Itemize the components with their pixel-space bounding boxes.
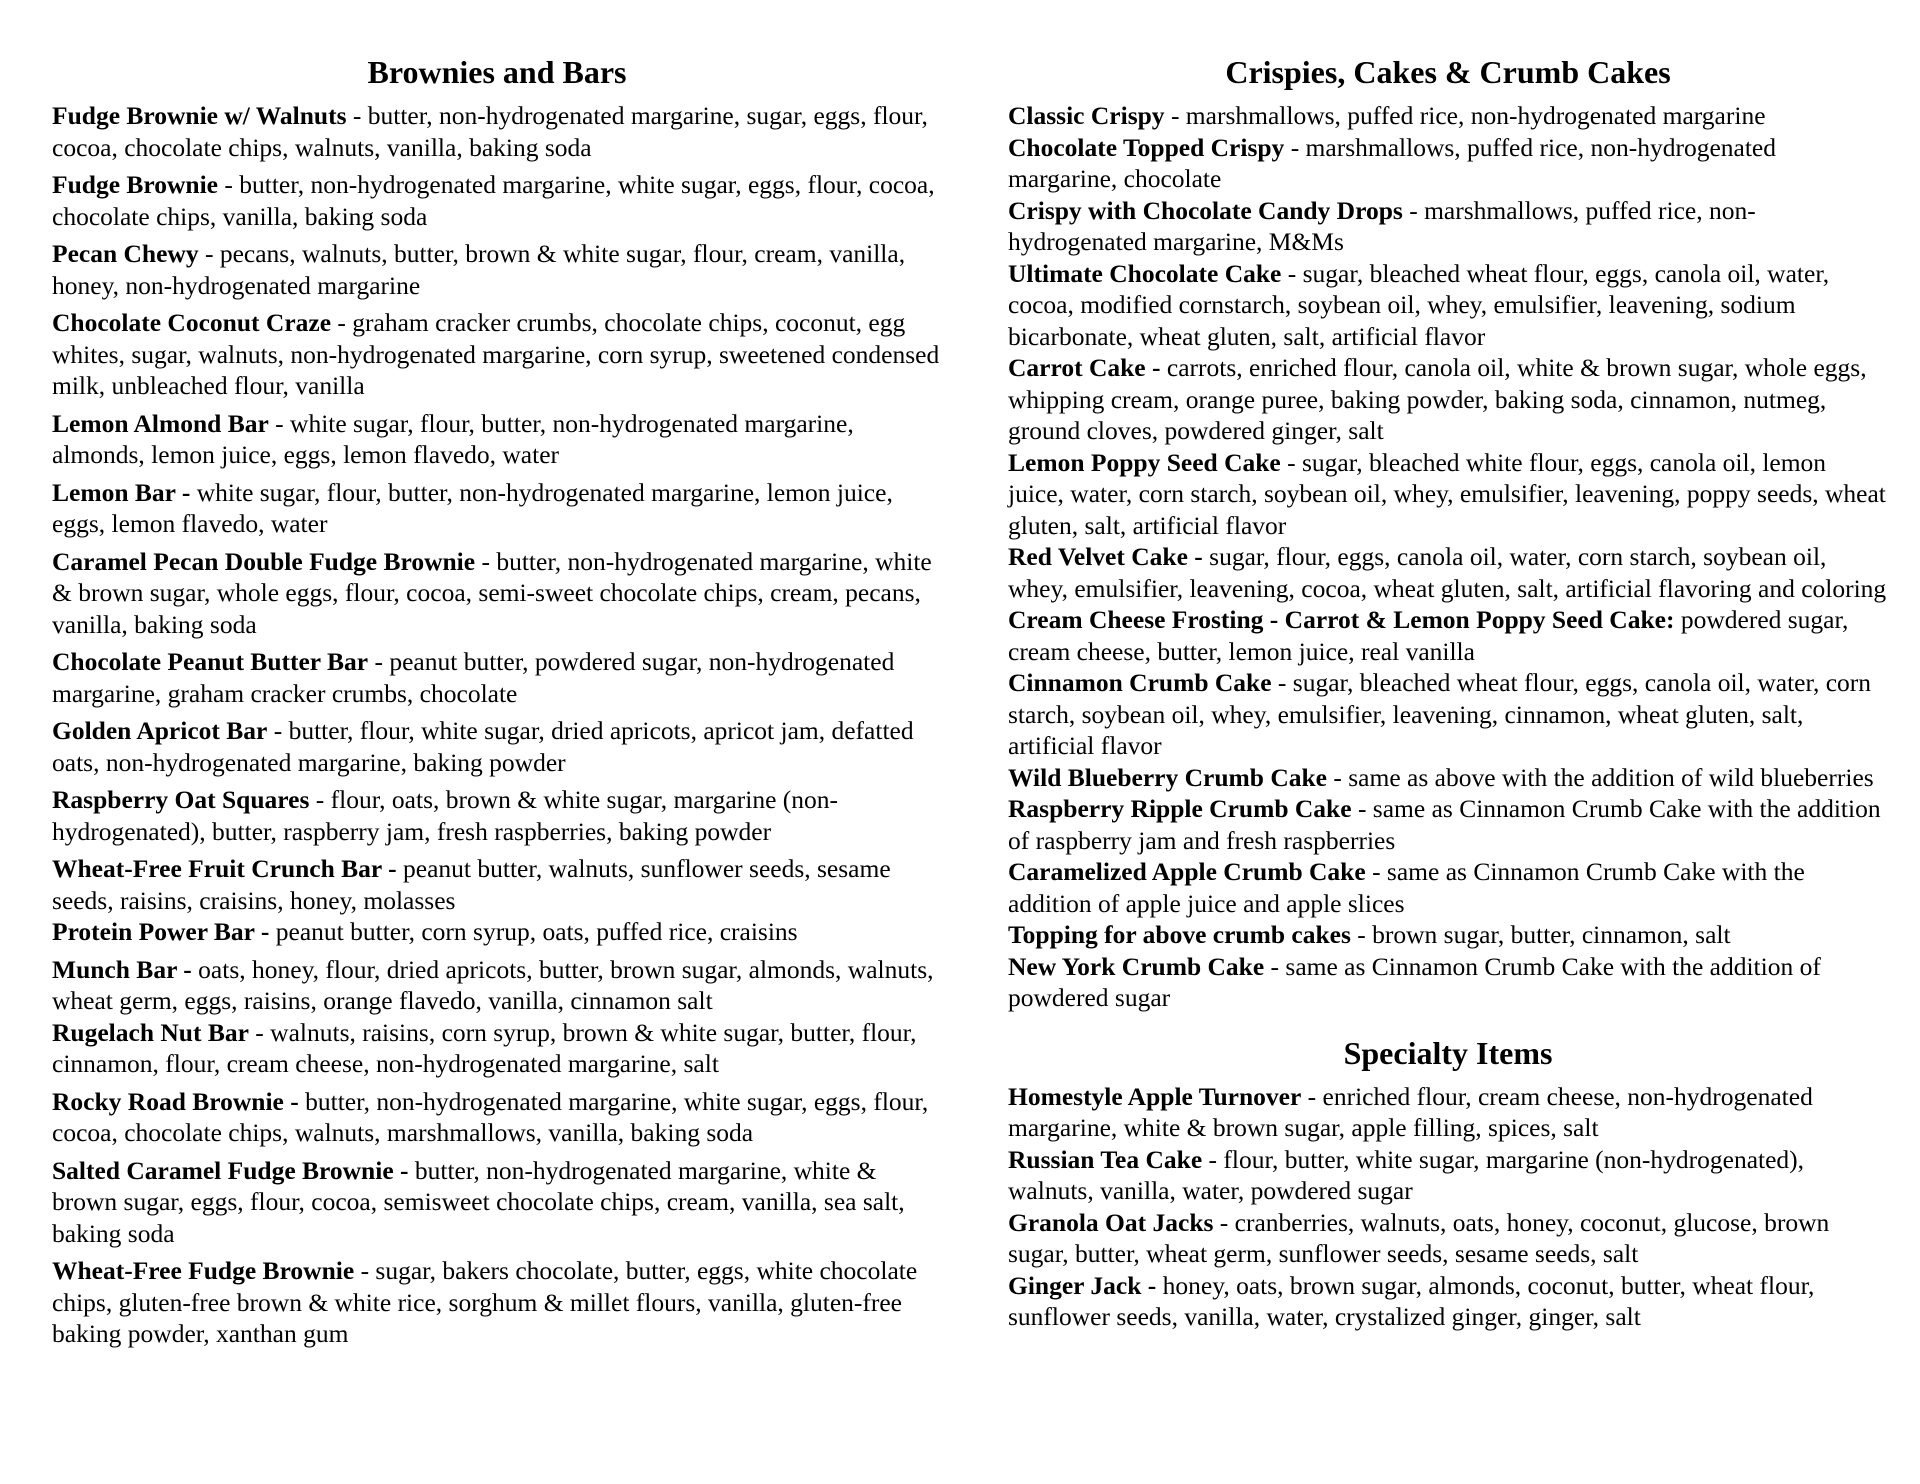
item-ingredients: - marshmallows, puffed rice, non-hydrogenated margarine (1164, 101, 1766, 130)
item-ingredients: - same as Cinnamon Crumb Cake with the addition of apple juice and apple slices (1008, 857, 1805, 918)
item-name: Russian Tea Cake (1008, 1144, 1203, 1174)
menu-item (52, 954, 942, 1017)
menu-item (1008, 1144, 1888, 1207)
menu-item (52, 1086, 942, 1149)
item-name: Chocolate Topped Crispy (1008, 132, 1285, 162)
item-name: Protein Power Bar - (52, 917, 270, 946)
heading-brownies-and-bars: Brownies and Bars (367, 54, 627, 90)
item-ingredients: honey, oats, brown sugar, almonds, coconut, butter, wheat flour, sunflower seeds, vanilla, water, crystalized ginger, ginger, salt (1008, 1270, 1815, 1331)
item-ingredients: - sugar, bleached wheat flour, eggs, canola oil, water, corn starch, soybean oil, whey, emulsifier, leavening, cinnamon, wheat gluten, salt, artificial flavor (1008, 668, 1872, 760)
item-name: Topping for above crumb cakes (1008, 920, 1351, 949)
menu-item (52, 1255, 942, 1350)
item-ingredients: peanut butter, walnuts, sunflower seeds, sesame seeds, raisins, craisins, honey, molasses (52, 854, 891, 915)
item-ingredients: carrots, enriched flour, canola oil, white & brown sugar, whole eggs, whipping cream, orange puree, baking powder, baking soda, cinnamon, nutmeg, ground cloves, powdered ginger, salt (1008, 353, 1867, 445)
item-name: Carrot Cake - (1008, 353, 1161, 382)
item-ingredients: butter, non-hydrogenated margarine, white sugar, eggs, flour, cocoa, chocolate chips, walnuts, marshmallows, vanilla, baking soda (52, 1086, 929, 1147)
item-ingredients: - brown sugar, butter, cinnamon, salt (1350, 920, 1731, 949)
item-name: New York Crumb Cake (1008, 951, 1265, 981)
item-name: Lemon Bar - (52, 477, 191, 507)
item-ingredients: - graham cracker crumbs, chocolate chips, coconut, egg whites, sugar, walnuts, non-hydrogenated margarine, corn syrup, sweetened condensed milk, unbleached flour, vanilla (52, 308, 940, 400)
item-ingredients: - cranberries, walnuts, oats, honey, coconut, glucose, brown sugar, butter, wheat germ, sunflower seeds, sesame seeds, salt (1008, 1207, 1830, 1268)
item-name: Golden Apricot Bar (52, 716, 268, 745)
menu-item (52, 1017, 942, 1080)
item-name: Fudge Brownie w/ Walnuts (52, 101, 347, 130)
item-ingredients: - enriched flour, cream cheese, non-hydrogenated margarine, white & brown sugar, apple filling, spices, salt (1008, 1081, 1813, 1142)
item-ingredients: - peanut butter, powdered sugar, non-hydrogenated margarine, graham cracker crumbs, chocolate (52, 647, 895, 708)
heading-crispies-cakes-crumb-cakes: Crispies, Cakes & Crumb Cakes (1225, 54, 1671, 90)
menu-item (52, 307, 942, 402)
menu-item (1008, 793, 1888, 856)
menu-item (52, 546, 942, 641)
item-ingredients: - butter, non-hydrogenated margarine, white & brown sugar, whole eggs, flour, cocoa, semi-sweet chocolate chips, cream, pecans, vanilla, baking soda (52, 546, 932, 639)
menu-item (52, 853, 942, 916)
item-name: Fudge Brownie (52, 170, 218, 199)
item-name: Cream Cheese Frosting - Carrot & Lemon Poppy Seed Cake: (1008, 605, 1675, 634)
item-name: Ginger Jack - (1008, 1270, 1157, 1300)
menu-item (52, 477, 942, 540)
menu-item (1008, 951, 1888, 1014)
menu-item (1008, 132, 1888, 195)
item-name: Lemon Poppy Seed Cake (1008, 447, 1281, 477)
menu-item (1008, 856, 1888, 919)
item-ingredients: powdered sugar, cream cheese, butter, lemon juice, real vanilla (1008, 605, 1849, 666)
menu-item (1008, 258, 1888, 353)
item-ingredients: - sugar, bakers chocolate, butter, eggs, white chocolate chips, gluten-free brown & white rice, sorghum & millet flours, vanilla, gluten-free baking powder, xanthan gum (52, 1256, 918, 1348)
item-ingredients: sugar, flour, eggs, canola oil, water, corn starch, soybean oil, whey, emulsifier, leavening, cocoa, wheat gluten, salt, artificial flavoring and coloring (1008, 542, 1887, 603)
left-column (52, 47, 942, 1356)
item-ingredients: - marshmallows, puffed rice, non-hydrogenated margarine, chocolate (1008, 132, 1776, 193)
menu-item (1008, 919, 1888, 951)
menu-item (1008, 541, 1888, 604)
item-ingredients: - flour, oats, brown & white sugar, margarine (non-hydrogenated), butter, raspberry jam, fresh raspberries, baking powder (52, 785, 838, 846)
item-ingredients: oats, honey, flour, dried apricots, butter, brown sugar, almonds, walnuts, wheat germ, eggs, raisins, orange flavedo, vanilla, cinnamon salt (52, 954, 934, 1015)
item-name: Chocolate Coconut Craze (52, 308, 332, 337)
menu-item (52, 784, 942, 847)
item-ingredients: butter, non-hydrogenated margarine, white & brown sugar, eggs, flour, cocoa, semisweet chocolate chips, cream, vanilla, sea salt, baking soda (52, 1155, 905, 1248)
menu-item (1008, 667, 1888, 762)
item-name: Classic Crispy (1008, 101, 1165, 130)
menu-item (52, 238, 942, 301)
menu-item (52, 169, 942, 232)
menu-item (52, 646, 942, 709)
menu-item (1008, 1081, 1888, 1144)
item-name: Ultimate Chocolate Cake (1008, 258, 1282, 288)
item-name: Rocky Road Brownie - (52, 1086, 299, 1116)
item-name: Wild Blueberry Crumb Cake (1008, 762, 1327, 792)
item-name: Red Velvet Cake - (1008, 542, 1203, 571)
item-ingredients: - same as Cinnamon Crumb Cake with the addition of raspberry jam and fresh raspberries (1008, 794, 1881, 855)
menu-item (1008, 1270, 1888, 1333)
menu-item (52, 1155, 942, 1250)
item-ingredients: - butter, flour, white sugar, dried apricots, apricot jam, defatted oats, non-hydrogenated margarine, baking powder (52, 716, 914, 777)
menu-item (1008, 352, 1888, 447)
item-ingredients: - same as Cinnamon Crumb Cake with the addition of powdered sugar (1008, 951, 1821, 1012)
menu-item (1008, 604, 1888, 667)
item-ingredients: - pecans, walnuts, butter, brown & white sugar, flour, cream, vanilla, honey, non-hydrogenated margarine (52, 239, 906, 300)
item-name: Caramelized Apple Crumb Cake (1008, 857, 1366, 886)
item-name: Granola Oat Jacks (1008, 1207, 1214, 1237)
item-name: Crispy with Chocolate Candy Drops (1008, 195, 1403, 225)
heading-specialty-items: Specialty Items (1343, 1034, 1553, 1071)
item-name: Rugelach Nut Bar (52, 1017, 249, 1047)
item-ingredients: - sugar, bleached wheat flour, eggs, canola oil, water, cocoa, modified cornstarch, soybean oil, whey, emulsifier, leavening, sodium bicarbonate, wheat gluten, salt, artificial flavor (1008, 258, 1830, 351)
menu-item (52, 408, 942, 471)
item-name: Wheat-Free Fruit Crunch Bar - (52, 854, 397, 883)
item-ingredients: peanut butter, corn syrup, oats, puffed rice, craisins (269, 917, 798, 946)
item-name: Caramel Pecan Double Fudge Brownie (52, 546, 476, 576)
item-name: Pecan Chewy (52, 239, 199, 268)
item-ingredients: - butter, non-hydrogenated margarine, white sugar, eggs, flour, cocoa, chocolate chips, vanilla, baking soda (52, 170, 935, 231)
item-name: Wheat-Free Fudge Brownie (52, 1256, 355, 1285)
item-name: Munch Bar - (52, 954, 192, 984)
item-ingredients: - sugar, bleached white flour, eggs, canola oil, lemon juice, water, corn starch, soybean oil, whey, emulsifier, leavening, poppy seeds, wheat gluten, salt, artificial flavor (1008, 447, 1886, 540)
item-name: Cinnamon Crumb Cake (1008, 668, 1272, 697)
item-name: Homestyle Apple Turnover (1008, 1081, 1302, 1111)
item-name: Salted Caramel Fudge Brownie - (52, 1155, 409, 1185)
menu-item (52, 715, 942, 778)
item-ingredients: - flour, butter, white sugar, margarine (non-hydrogenated), walnuts, vanilla, water, powdered sugar (1008, 1144, 1805, 1205)
item-name: Lemon Almond Bar (52, 408, 269, 438)
item-ingredients: - same as above with the addition of wild blueberries (1327, 762, 1874, 792)
right-column (1008, 47, 1888, 1333)
item-ingredients: - white sugar, flour, butter, non-hydrogenated margarine, almonds, lemon juice, eggs, lemon flavedo, water (52, 408, 854, 469)
menu-item (1008, 1207, 1888, 1270)
item-ingredients: - butter, non-hydrogenated margarine, sugar, eggs, flour, cocoa, chocolate chips, walnuts, vanilla, baking soda (52, 101, 928, 162)
item-name: Chocolate Peanut Butter Bar (52, 647, 369, 676)
item-name: Raspberry Ripple Crumb Cake (1008, 794, 1352, 823)
item-ingredients: - walnuts, raisins, corn syrup, brown & white sugar, butter, flour, cinnamon, flour, cream cheese, non-hydrogenated margarine, salt (52, 1017, 917, 1078)
menu-item (1008, 447, 1888, 542)
item-ingredients: white sugar, flour, butter, non-hydrogenated margarine, lemon juice, eggs, lemon flavedo, water (52, 477, 893, 538)
menu-item (52, 916, 942, 948)
menu-item (1008, 762, 1888, 794)
menu-item (52, 100, 942, 163)
item-ingredients: - marshmallows, puffed rice, non-hydrogenated margarine, M&Ms (1008, 195, 1756, 256)
menu-item (1008, 195, 1888, 258)
menu-item (1008, 100, 1888, 132)
item-name: Raspberry Oat Squares (52, 785, 310, 814)
